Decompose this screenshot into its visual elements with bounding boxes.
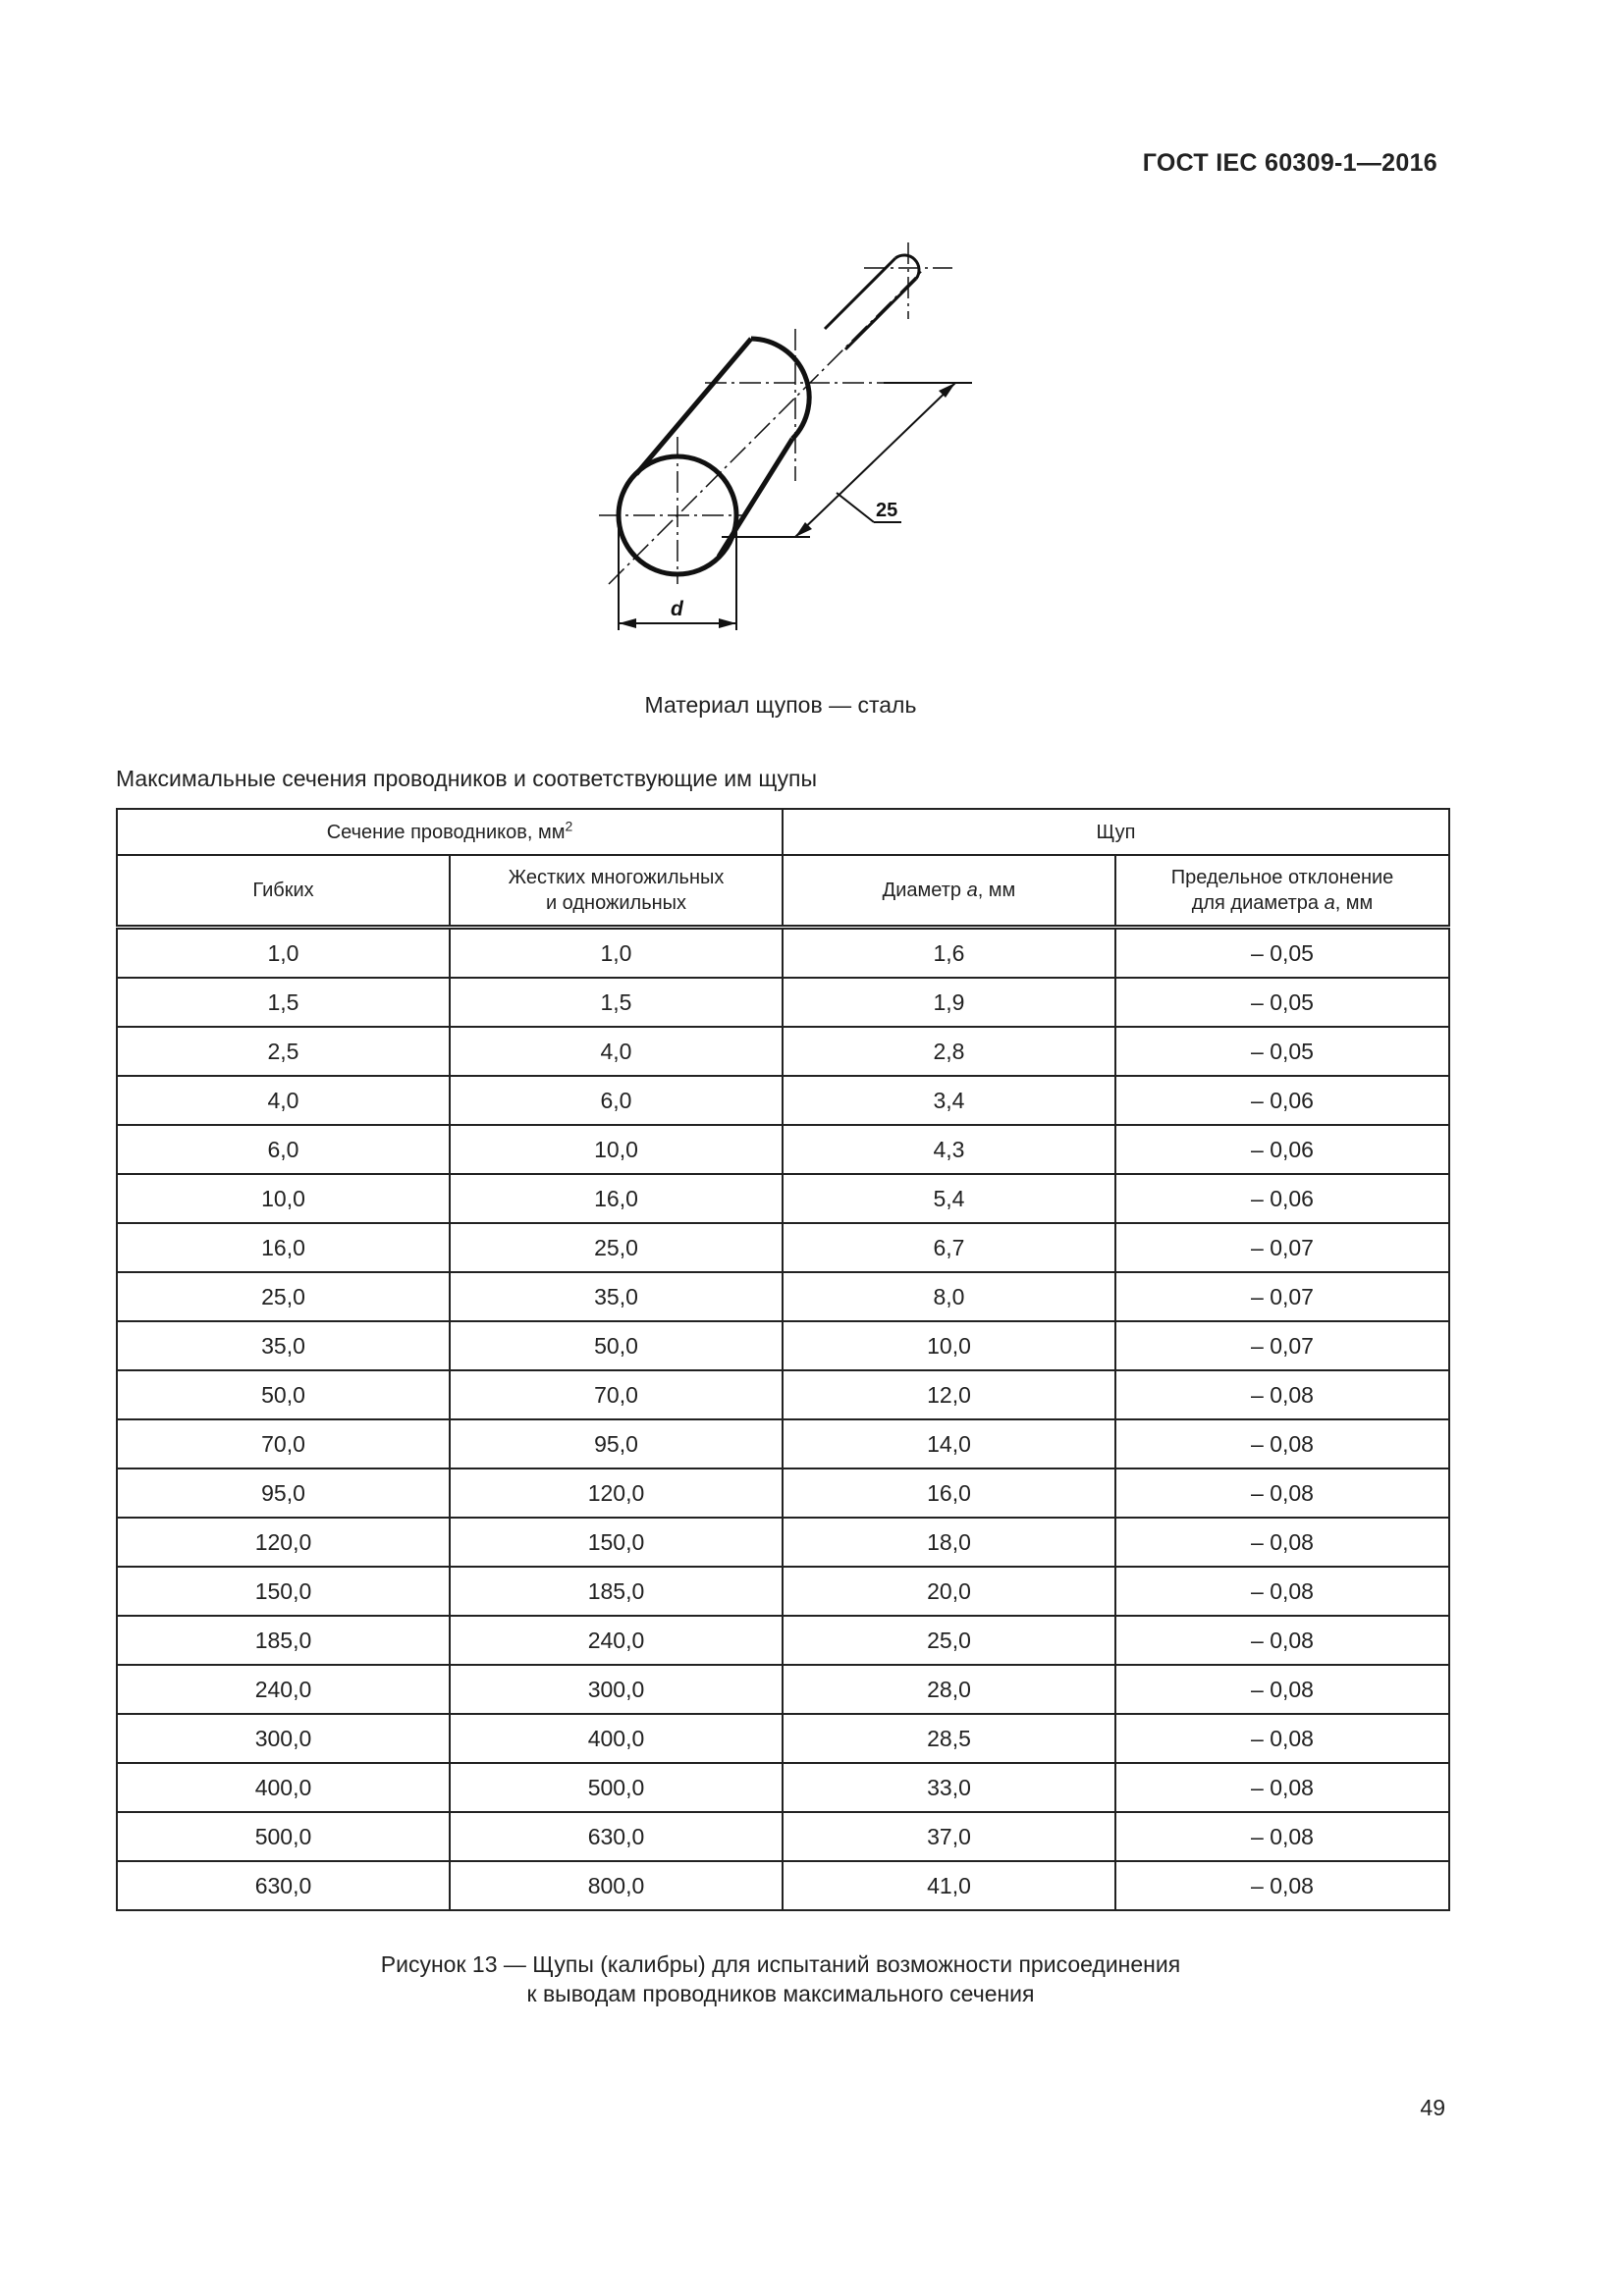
table-cell: – 0,08 — [1115, 1861, 1449, 1910]
table-row — [117, 1076, 1449, 1125]
table-cell: – 0,06 — [1115, 1076, 1449, 1125]
table-cell: 240,0 — [450, 1616, 783, 1665]
header-tolerance: Предельное отклонение для диаметра a, мм — [1115, 855, 1449, 928]
table-cell: – 0,08 — [1115, 1763, 1449, 1812]
table-cell: 50,0 — [117, 1370, 450, 1419]
table-cell: 41,0 — [783, 1861, 1115, 1910]
header-rigid: Жестких многожильных и одножильных — [450, 855, 783, 928]
table-cell: 120,0 — [117, 1518, 450, 1567]
figure-caption-line1: Рисунок 13 — Щупы (калибры) для испытаний возможности присоединения — [380, 1951, 1181, 1977]
table-row — [117, 1321, 1449, 1370]
table-row — [117, 1518, 1449, 1567]
table-cell: – 0,08 — [1115, 1419, 1449, 1468]
table-cell: – 0,08 — [1115, 1665, 1449, 1714]
table-cell: 4,3 — [783, 1125, 1115, 1174]
table-cell: 14,0 — [783, 1419, 1115, 1468]
table-cell: 35,0 — [450, 1272, 783, 1321]
table-cell: 25,0 — [450, 1223, 783, 1272]
table-cell: – 0,07 — [1115, 1223, 1449, 1272]
table-cell: 95,0 — [450, 1419, 783, 1468]
table-cell: 400,0 — [450, 1714, 783, 1763]
table-cell: 16,0 — [117, 1223, 450, 1272]
table-cell: 70,0 — [117, 1419, 450, 1468]
table-cell: – 0,08 — [1115, 1567, 1449, 1616]
page-number: 49 — [1420, 2095, 1445, 2120]
table-cell: 1,6 — [783, 928, 1115, 979]
table-cell: – 0,07 — [1115, 1321, 1449, 1370]
table-row — [117, 1763, 1449, 1812]
table-cell: – 0,08 — [1115, 1812, 1449, 1861]
table-cell: 2,5 — [117, 1027, 450, 1076]
table-cell: 35,0 — [117, 1321, 450, 1370]
table-cell: 25,0 — [117, 1272, 450, 1321]
table-cell: 800,0 — [450, 1861, 783, 1910]
table-caption: Максимальные сечения проводников и соответствующие им щупы — [116, 766, 818, 791]
table-row — [117, 1027, 1449, 1076]
table-cell: 95,0 — [117, 1468, 450, 1518]
table-cell: 10,0 — [783, 1321, 1115, 1370]
table-cell: 6,7 — [783, 1223, 1115, 1272]
table-cell: 8,0 — [783, 1272, 1115, 1321]
table-row — [117, 1174, 1449, 1223]
table-cell: 120,0 — [450, 1468, 783, 1518]
table-cell: 16,0 — [783, 1468, 1115, 1518]
table-cell: – 0,08 — [1115, 1468, 1449, 1518]
table-cell: 630,0 — [117, 1861, 450, 1910]
cylinder-edge-upper — [636, 339, 751, 474]
table-cell: 5,4 — [783, 1174, 1115, 1223]
cylinder-edge-lower — [719, 439, 792, 557]
table-cell: – 0,05 — [1115, 978, 1449, 1027]
table-cell: 150,0 — [450, 1518, 783, 1567]
table-cell: 185,0 — [117, 1616, 450, 1665]
table-cell: 4,0 — [450, 1027, 783, 1076]
table-cell: 12,0 — [783, 1370, 1115, 1419]
table-cell: 2,8 — [783, 1027, 1115, 1076]
table-cell: 20,0 — [783, 1567, 1115, 1616]
table-cell: – 0,05 — [1115, 928, 1449, 979]
table-cell: 6,0 — [450, 1076, 783, 1125]
table-cell: 70,0 — [450, 1370, 783, 1419]
table-cell: 25,0 — [783, 1616, 1115, 1665]
table-row — [117, 1616, 1449, 1665]
table-row — [117, 1665, 1449, 1714]
table-cell: – 0,07 — [1115, 1272, 1449, 1321]
figure-caption-line2: к выводам проводников максимального сечения — [526, 1981, 1035, 2006]
table-row — [117, 1272, 1449, 1321]
table-cell: 10,0 — [450, 1125, 783, 1174]
table-cell: 4,0 — [117, 1076, 450, 1125]
table-cell: 1,0 — [450, 928, 783, 979]
table-cell: 37,0 — [783, 1812, 1115, 1861]
table-cell: – 0,06 — [1115, 1125, 1449, 1174]
table-cell: 240,0 — [117, 1665, 450, 1714]
dimension-diameter-label: d — [671, 598, 683, 620]
table-row — [117, 1419, 1449, 1468]
table-cell: 400,0 — [117, 1763, 450, 1812]
table-cell: 300,0 — [117, 1714, 450, 1763]
table-cell: 50,0 — [450, 1321, 783, 1370]
table-cell: – 0,08 — [1115, 1616, 1449, 1665]
table-row — [117, 978, 1449, 1027]
table-cell: – 0,05 — [1115, 1027, 1449, 1076]
table-group-header-row — [117, 809, 1449, 855]
table-body — [117, 928, 1449, 1911]
table-row — [117, 928, 1449, 979]
table-cell: 6,0 — [117, 1125, 450, 1174]
table-cell: 185,0 — [450, 1567, 783, 1616]
shank-edge-lower — [845, 279, 916, 349]
table-row — [117, 1370, 1449, 1419]
table-cell: 300,0 — [450, 1665, 783, 1714]
table-row — [117, 1223, 1449, 1272]
material-note: Материал щупов — сталь — [644, 692, 917, 718]
table-row — [117, 1125, 1449, 1174]
cylinder-far-end-arc — [751, 339, 809, 439]
table-cell: 500,0 — [117, 1812, 450, 1861]
table-cell: 3,4 — [783, 1076, 1115, 1125]
table-cell: – 0,08 — [1115, 1714, 1449, 1763]
table-cell: – 0,08 — [1115, 1370, 1449, 1419]
table-cell: 33,0 — [783, 1763, 1115, 1812]
table-cell: 1,9 — [783, 978, 1115, 1027]
table-cell: 630,0 — [450, 1812, 783, 1861]
table-row — [117, 1567, 1449, 1616]
table-cell: 28,5 — [783, 1714, 1115, 1763]
probe-drawing — [579, 240, 992, 653]
table-cell: – 0,08 — [1115, 1518, 1449, 1567]
header-diameter: Диаметр a, мм — [783, 855, 1115, 928]
header-conductor-section: Сечение проводников, $мм^2$ — [117, 809, 783, 855]
shank-end-arc — [895, 255, 919, 279]
header-probe: Щуп — [783, 809, 1449, 855]
table-row — [117, 1861, 1449, 1910]
table-row — [117, 1812, 1449, 1861]
table-cell: 16,0 — [450, 1174, 783, 1223]
table-row — [117, 1714, 1449, 1763]
table-cell: 10,0 — [117, 1174, 450, 1223]
table-cell: 28,0 — [783, 1665, 1115, 1714]
table-row — [117, 1468, 1449, 1518]
dimension-length-label: 25 — [876, 500, 898, 521]
table-cell: 1,5 — [450, 978, 783, 1027]
standard-id: ГОСТ IEC 60309-1—2016 — [1142, 149, 1437, 177]
table-cell: 150,0 — [117, 1567, 450, 1616]
table-cell: 500,0 — [450, 1763, 783, 1812]
probe-table — [116, 808, 1450, 1911]
table-cell: 18,0 — [783, 1518, 1115, 1567]
header-flexible: Гибких — [117, 855, 450, 928]
table-cell: – 0,06 — [1115, 1174, 1449, 1223]
figure-caption — [0, 1949, 1561, 2008]
shank-edge-upper — [825, 258, 895, 329]
table-cell: 1,5 — [117, 978, 450, 1027]
table-cell: 1,0 — [117, 928, 450, 979]
table-column-header-row — [117, 855, 1449, 928]
